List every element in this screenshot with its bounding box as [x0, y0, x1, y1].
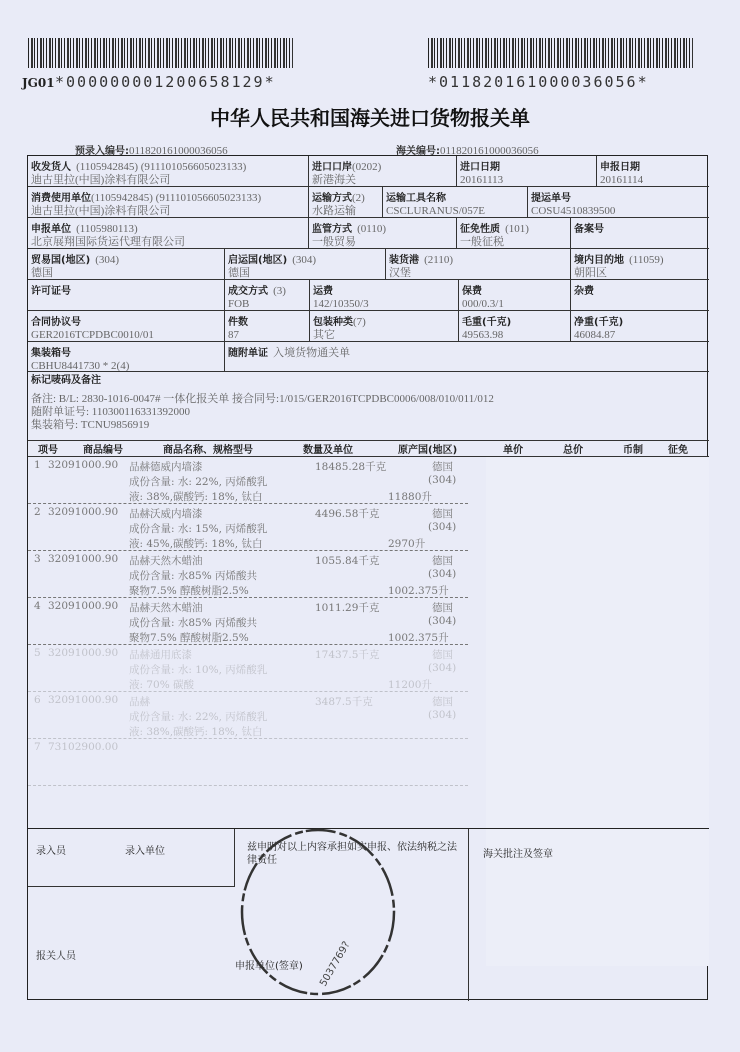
label: 合同协议号: [31, 317, 81, 328]
code: (1105980113): [76, 223, 138, 235]
value: 北京展翔国际货运代理有限公司: [31, 236, 185, 248]
code: (1105942845) (911101056605023133): [91, 192, 262, 204]
item-spec2: 液: 70% 碳酸: [129, 679, 195, 691]
value: 德国: [228, 267, 250, 279]
stamp-number: 5037769?: [318, 939, 353, 989]
code: (101): [505, 223, 529, 235]
item-name: 品赫天然木蜡油: [129, 602, 203, 614]
item-country-code: (304): [428, 568, 457, 580]
value: CSCLURANUS/057E: [386, 205, 486, 217]
value: CBHU8441730 * 2(4): [31, 360, 130, 372]
col-header: 原产国(地区): [398, 445, 458, 456]
col-header: 总价: [563, 445, 583, 456]
label: 保费: [462, 286, 482, 297]
vessel-cell: [383, 187, 528, 218]
item-code: 32091000.90: [48, 459, 119, 471]
item-spec1: 成份含量: 水: 15%, 丙烯酸乳: [129, 523, 268, 535]
item-country-code: (304): [428, 615, 457, 627]
loading-port-cell: [386, 249, 571, 280]
value: 德国: [31, 267, 53, 279]
code: (0202): [352, 161, 382, 173]
item-name: 品赫通用底漆: [129, 649, 192, 661]
right-barcode: [428, 38, 693, 68]
col-header: 征免: [668, 445, 688, 456]
item-qty2: 11200升: [388, 679, 432, 691]
item-spec1: 成份含量: 水85% 丙烯酸共: [129, 570, 258, 582]
value: 46084.87: [574, 329, 616, 341]
remarks-cell: [28, 372, 709, 441]
item-spec1: 成份含量: 水: 22%, 丙烯酸乳: [129, 711, 268, 723]
col-header: 商品编号: [83, 445, 123, 456]
remarks-line: 集装箱号: TCNU9856919: [31, 419, 150, 431]
item-name: 品赫天然木蜡油: [129, 555, 203, 567]
item-code: 32091000.90: [48, 694, 119, 706]
levy-cell: [457, 218, 571, 249]
item-country: 德国: [432, 649, 453, 661]
entry-box: [28, 829, 235, 887]
code: (304): [292, 254, 317, 266]
page-title: 中华人民共和国海关进口货物报关单: [210, 106, 530, 130]
value: 49563.98: [462, 329, 504, 341]
declaration-text: 兹申明对以上内容承担如实申报、依法纳税之法律责任: [247, 842, 457, 866]
item-spec1: 成份含量: 水: 10%, 丙烯酸乳: [129, 664, 268, 676]
item-qty1: 3487.5千克: [315, 696, 373, 708]
value: FOB: [228, 298, 250, 310]
gross-weight-cell: [459, 311, 571, 342]
value: 000/0.3/1: [462, 298, 504, 310]
label: 消费使用单位: [31, 193, 91, 204]
code: (2): [352, 192, 365, 204]
item-code: 32091000.90: [48, 506, 119, 518]
code: (304): [95, 254, 120, 266]
label: 提运单号: [531, 193, 571, 204]
item-spec2: 液: 38%,碳酸钙: 18%, 钛白: [129, 491, 263, 503]
item-name: 品赫德威内墙漆: [129, 461, 203, 473]
col-header: 项号: [38, 445, 58, 456]
company-stamp: [233, 817, 403, 1007]
label: 备案号: [574, 224, 604, 235]
remarks-line: 备注: B/L: 2830-1016-0047# 一体化报关单 接合同号:1/015/GER2016TCPDBC0006/008/010/011/012: [31, 393, 494, 405]
item-spec1: 成份含量: 水: 22%, 丙烯酸乳: [129, 476, 268, 488]
pre-entry-value: 011820161000036056: [129, 145, 228, 157]
item-country-code: (304): [428, 474, 457, 486]
item-country: 德国: [432, 602, 453, 614]
code: (0110): [357, 223, 387, 235]
item-qty1: 18485.28千克: [315, 461, 387, 473]
item-qty1: 1011.29千克: [315, 602, 380, 614]
code: (3): [273, 285, 286, 297]
item-spec1: 成份含量: 水85% 丙烯酸共: [129, 617, 258, 629]
documents-cell: [225, 342, 709, 372]
label: 境内目的地: [574, 255, 624, 266]
item-row: [28, 504, 468, 551]
pre-entry-label: 预录入编号:: [75, 146, 129, 157]
record-cell: [571, 218, 709, 249]
label: 运费: [313, 286, 333, 297]
item-name: 品赫: [129, 696, 150, 708]
label: 许可证号: [31, 286, 71, 297]
item-qty1: 1055.84千克: [315, 555, 380, 567]
item-country: 德国: [432, 555, 453, 567]
label: 杂费: [574, 286, 594, 297]
label: 成交方式: [228, 286, 268, 297]
item-spec2: 液: 38%,碳酸钙: 18%, 钛白: [129, 726, 263, 738]
item-no: 1: [34, 459, 41, 471]
customs-approval-label: 海关批注及签章: [483, 849, 553, 860]
label: 贸易国(地区): [31, 255, 91, 266]
item-spec2: 聚物7.5% 醇酸树脂2.5%: [129, 585, 249, 597]
item-code: 32091000.90: [48, 600, 119, 612]
import-date-cell: [457, 156, 597, 187]
value: 汉堡: [389, 267, 411, 279]
label: 毛重(千克): [462, 317, 512, 328]
item-row: [28, 739, 468, 786]
deal-mode-cell: [225, 280, 310, 311]
label: 申报日期: [600, 162, 640, 173]
left-barcode: [28, 38, 293, 68]
item-qty1: 4496.58千克: [315, 508, 380, 520]
footer-section: [28, 829, 709, 1001]
item-no: 6: [34, 694, 41, 706]
value: 87: [228, 329, 239, 341]
value: 朝阳区: [574, 267, 607, 279]
code: (11059): [629, 254, 664, 266]
label: 运输方式: [312, 193, 352, 204]
value: 20161114: [600, 174, 644, 186]
form-code: JG01: [22, 76, 55, 90]
pack-type-cell: [310, 311, 459, 342]
label: 收发货人: [31, 162, 71, 173]
supervision-cell: [309, 218, 457, 249]
label: 装货港: [389, 255, 419, 266]
code: (2110): [424, 254, 454, 266]
entry-unit-label: 录入单位: [125, 846, 165, 857]
value: 迪古里拉(中国)涂料有限公司: [31, 205, 171, 217]
value: 一般贸易: [312, 236, 356, 248]
label: 净重(千克): [574, 317, 624, 328]
col-header: 单价: [503, 445, 523, 456]
destination-cell: [571, 249, 709, 280]
label: 件数: [228, 317, 248, 328]
items-list: [28, 457, 709, 829]
label: 监管方式: [312, 224, 352, 235]
code: (1105942845) (911101056605023133): [76, 161, 247, 173]
item-no: 4: [34, 600, 41, 612]
label: 集装箱号: [31, 348, 71, 359]
value: 水路运输: [312, 205, 356, 217]
label: 征免性质: [460, 224, 500, 235]
item-country: 德国: [432, 461, 453, 473]
declarant-cell: [28, 218, 309, 249]
consignee-cell: [28, 156, 309, 187]
license-cell: [28, 280, 225, 311]
item-no: 3: [34, 553, 41, 565]
item-no: 5: [34, 647, 41, 659]
label: 随附单证: [228, 348, 268, 359]
freight-cell: [310, 280, 459, 311]
item-code: 73102900.00: [48, 741, 119, 753]
bl-cell: [528, 187, 709, 218]
item-spec2: 液: 45%,碳酸钙: 18%, 钛白: [129, 538, 263, 550]
customs-number-value: 011820161000036056: [440, 145, 539, 157]
remarks-label: 标记唛码及备注: [31, 375, 101, 386]
label: 申报单位: [31, 224, 71, 235]
item-row: [28, 692, 468, 739]
item-row: [28, 457, 468, 504]
item-country-code: (304): [428, 521, 457, 533]
item-qty2: 1002.375升: [388, 585, 449, 597]
container-cell: [28, 342, 225, 372]
col-header: 币制: [623, 445, 643, 456]
consumer-cell: [28, 187, 309, 218]
item-country: 德国: [432, 696, 453, 708]
trade-country-cell: [28, 249, 225, 280]
item-code: 32091000.90: [48, 553, 119, 565]
value: 其它: [313, 329, 335, 341]
value: 一般征税: [460, 236, 504, 248]
entry-clerk-label: 录入员: [36, 846, 66, 857]
item-country-code: (304): [428, 709, 457, 721]
value: COSU4510839500: [531, 205, 616, 217]
remarks-line: 随附单证号: 110300116331392000: [31, 406, 190, 418]
port-cell: [309, 156, 457, 187]
item-row: [28, 598, 468, 645]
left-barcode-text: *000000001200658129*: [55, 73, 276, 91]
item-row: [28, 645, 468, 692]
label: 进口口岸: [312, 162, 352, 173]
item-name: 品赫沃威内墙漆: [129, 508, 203, 520]
item-country-code: (304): [428, 662, 457, 674]
item-row: [28, 551, 468, 598]
insurance-cell: [459, 280, 571, 311]
divider: [468, 829, 469, 1001]
declaration-form: [27, 155, 708, 1000]
col-header: 商品名称、规格型号: [163, 445, 253, 456]
value: 入境货物通关单: [273, 347, 351, 359]
transport-mode-cell: [309, 187, 383, 218]
item-code: 32091000.90: [48, 647, 119, 659]
packages-cell: [225, 311, 310, 342]
contract-cell: [28, 311, 225, 342]
items-header: [28, 441, 709, 457]
item-no: 7: [34, 741, 41, 753]
code: (7): [353, 316, 366, 328]
customs-number-label: 海关编号:: [396, 146, 440, 157]
item-qty2: 2970升: [388, 538, 426, 550]
item-qty2: 1002.375升: [388, 632, 449, 644]
declare-date-cell: [597, 156, 709, 187]
label: 进口日期: [460, 162, 500, 173]
declarant-seal-label: 申报单位(签章): [235, 961, 303, 972]
origin-country-cell: [225, 249, 386, 280]
value: 新港海关: [312, 174, 356, 186]
value: 142/10350/3: [313, 298, 369, 310]
label: 启运国(地区): [228, 255, 288, 266]
net-weight-cell: [571, 311, 709, 342]
item-country: 德国: [432, 508, 453, 520]
value: 迪古里拉(中国)涂料有限公司: [31, 174, 171, 186]
value: GER2016TCPDBC0010/01: [31, 329, 154, 341]
item-qty2: 11880升: [388, 491, 432, 503]
right-barcode-text: *011820161000036056*: [428, 73, 649, 91]
item-no: 2: [34, 506, 41, 518]
item-qty1: 17437.5千克: [315, 649, 380, 661]
col-header: 数量及单位: [303, 445, 353, 456]
item-spec2: 聚物7.5% 醇酸树脂2.5%: [129, 632, 249, 644]
label: 包装种类: [313, 317, 353, 328]
broker-label: 报关人员: [36, 951, 76, 962]
misc-cell: [571, 280, 709, 311]
value: 20161113: [460, 174, 504, 186]
label: 运输工具名称: [386, 193, 446, 204]
